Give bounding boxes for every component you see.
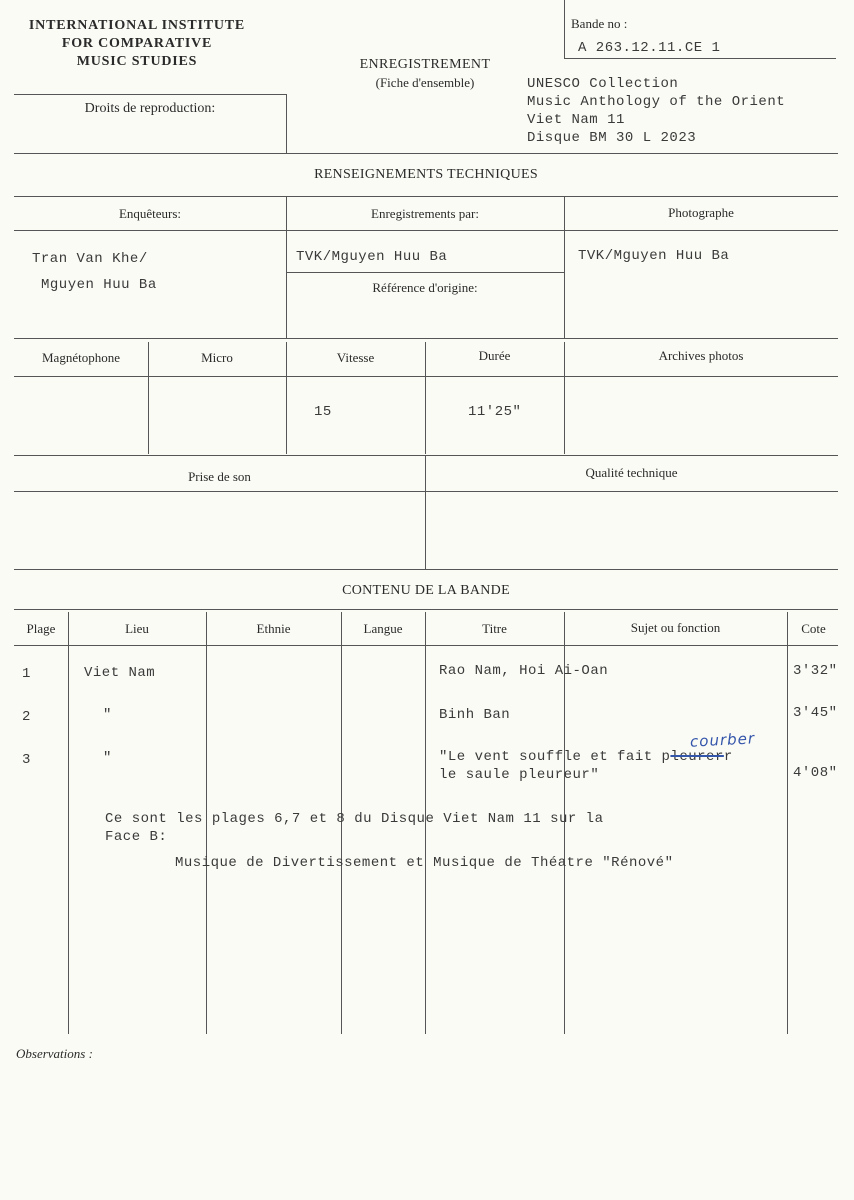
- rule-376: [14, 376, 838, 377]
- enregistrement-subtitle: (Fiche d'ensemble): [375, 75, 475, 90]
- row-3-titre-part-b: r: [723, 749, 733, 765]
- row-1-plage: 1: [22, 666, 31, 682]
- bande-divider: [564, 0, 565, 58]
- vitesse-value: 15: [314, 404, 332, 420]
- collection-line-1: UNESCO Collection: [527, 76, 679, 92]
- enregistrements-value: TVK/Mguyen Huu Ba: [296, 249, 448, 265]
- duree-label: Durée: [478, 348, 511, 363]
- row-3-titre: [439, 749, 733, 765]
- row-3-titre-line-2: le saule pleureur": [439, 767, 600, 783]
- row-2-cote: 3'45": [793, 705, 838, 721]
- row-1-lieu: Viet Nam: [84, 665, 156, 681]
- rule-645: [14, 645, 838, 646]
- droits-label: Droits de reproduction:: [84, 101, 216, 116]
- row-1-cote: 3'32": [793, 663, 838, 679]
- header-cote: Cote: [801, 621, 826, 636]
- collection-line-3: Viet Nam 11: [527, 112, 625, 128]
- technique-heading: RENSEIGNEMENTS TECHNIQUES: [314, 167, 538, 182]
- enqueteurs-line-1: Tran Van Khe/: [32, 251, 148, 267]
- prise-label: Prise de son: [188, 469, 251, 484]
- header-sujet: Sujet ou fonction: [630, 620, 721, 635]
- row-3-cote: 4'08": [793, 765, 838, 781]
- header-titre: Titre: [482, 621, 507, 636]
- rule-338: [14, 338, 838, 339]
- reference-label: Référence d'origine:: [372, 280, 478, 295]
- enqueteurs-line-2: Mguyen Huu Ba: [41, 277, 157, 293]
- rule-196: [14, 196, 838, 197]
- photographe-label: Photographe: [668, 205, 734, 220]
- bande-value: A 263.12.11.CE 1: [578, 40, 721, 56]
- photographe-value: TVK/Mguyen Huu Ba: [578, 248, 730, 264]
- duree-value: 11'25": [468, 404, 522, 420]
- institute-line-1: INTERNATIONAL INSTITUTE: [28, 18, 246, 33]
- note-line-1: Ce sont les plages 6,7 et 8 du Disque Viet Nam 11 sur la: [105, 811, 604, 827]
- rule-491: [14, 491, 838, 492]
- collection-line-4: Disque BM 30 L 2023: [527, 130, 697, 146]
- rule-153: [14, 153, 838, 154]
- row-3-plage: 3: [22, 752, 31, 768]
- row-1-titre: Rao Nam, Hoi Ai-Oan: [439, 663, 609, 679]
- row-3-titre-part-a: "Le vent souffle et fait p: [439, 749, 671, 765]
- enregistrements-label: Enregistrements par:: [371, 206, 479, 221]
- collection-line-2: Music Anthology of the Orient: [527, 94, 786, 110]
- rule-569: [14, 569, 838, 570]
- header-plage: Plage: [26, 621, 56, 636]
- col-line-lieu: [68, 612, 69, 1034]
- row-2-lieu: ": [103, 707, 112, 723]
- header-langue: Langue: [363, 621, 403, 636]
- rule-455: [14, 455, 838, 456]
- collection-block: [527, 75, 785, 147]
- row-2-plage: 2: [22, 709, 31, 725]
- vitesse-label: Vitesse: [336, 350, 375, 365]
- col-line-cote: [787, 612, 788, 1034]
- note-line-3: Musique de Divertissement et Musique de Théatre "Rénové": [175, 855, 674, 871]
- rule-609: [14, 609, 838, 610]
- observations-label: Observations :: [16, 1046, 93, 1061]
- header-lieu: Lieu: [125, 621, 149, 636]
- institute-line-2: FOR COMPARATIVE: [61, 36, 213, 51]
- row-3-lieu: ": [103, 750, 112, 766]
- archives-label: Archives photos: [658, 348, 744, 363]
- rule-230: [14, 230, 838, 231]
- qualite-label: Qualité technique: [585, 465, 678, 480]
- institute-line-3: MUSIC STUDIES: [76, 54, 198, 69]
- micro-label: Micro: [201, 350, 233, 365]
- row-3-titre-struck: leurer: [670, 749, 724, 765]
- droits-top-line: [14, 94, 286, 95]
- enqueteurs-label: Enquêteurs:: [118, 206, 182, 221]
- row-3-handwritten-correction: courber: [689, 729, 756, 751]
- institute-name: [12, 17, 262, 71]
- bande-label: Bande no :: [571, 16, 628, 31]
- row-2-titre: Binh Ban: [439, 707, 511, 723]
- enregistrement-title: ENREGISTREMENT: [359, 57, 491, 72]
- reference-rule: [286, 272, 564, 273]
- note-line-2: Face B:: [105, 829, 168, 845]
- magnetophone-label: Magnétophone: [42, 350, 120, 365]
- bande-underline: [564, 58, 836, 59]
- contenu-heading: CONTENU DE LA BANDE: [342, 583, 510, 598]
- droits-divider: [286, 94, 287, 154]
- header-ethnie: Ethnie: [256, 621, 291, 636]
